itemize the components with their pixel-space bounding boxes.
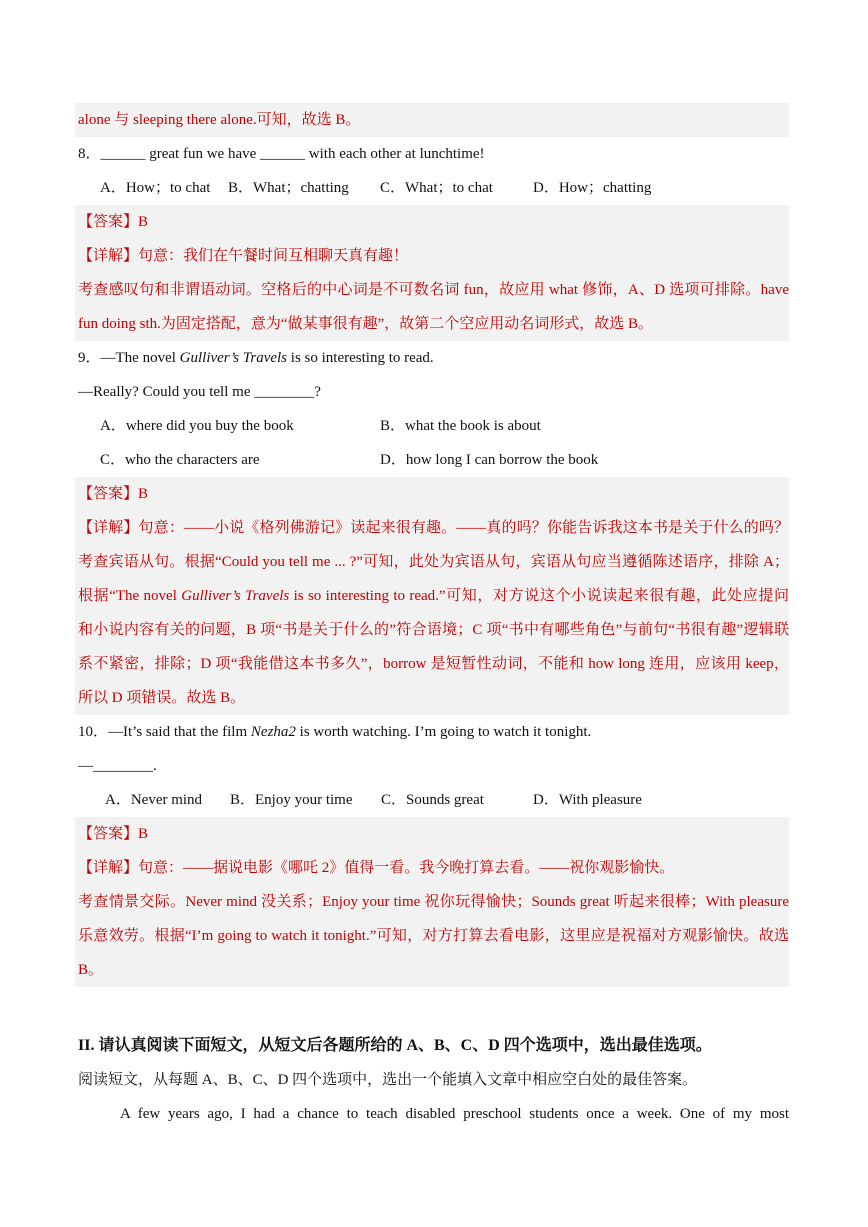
q8-answer: 【答案】B [78, 214, 149, 230]
q10-option-b: B．Enjoy your time [230, 792, 353, 808]
q10-answer-block [75, 817, 789, 987]
q9-analysis-3-pre: 根据“The novel [78, 588, 182, 604]
q9-analysis-3-post: is so interesting to read.”可知，对方说这个小说读起来很有趣，此处应提问 [289, 588, 789, 604]
q9-analysis-3-title: Gulliver’s Travels [181, 588, 290, 604]
q9-analysis-1: 【详解】句意：——小说《格列佛游记》读起来很有趣。——真的吗？你能告诉我这本书是关于什么的吗？ [78, 520, 789, 536]
q10-stem [78, 715, 789, 749]
q8-option-c: C．What；to chat [380, 180, 493, 196]
q9-analysis-5: 系不紧密，排除；D 项“我能借这本书多久”，borrow 是短暂性动词，不能和 how long 连用，应该用 keep， [78, 656, 789, 672]
q8-analysis-3: fun doing sth.为固定搭配，意为“做某事很有趣”，故第二个空应用动名词形式，故选 B。 [78, 316, 653, 332]
q8-option-a: A．How；to chat [100, 180, 211, 196]
section-spacer [78, 987, 789, 1021]
q8-stem: 8．______ great fun we have ______ with each other at lunchtime! [78, 146, 485, 162]
q9-analysis-2: 考查宾语从句。根据“Could you tell me ... ?”可知，此处为宾语从句，宾语从句应当遵循陈述语序，排除 A； [78, 554, 789, 570]
q9-analysis-4: 和小说内容有关的问题，B 项“书是关于什么的”符合语境；C 项“书中有哪些角色”与前句“书很有趣”逻辑联 [78, 622, 789, 638]
q9-analysis-6: 所以 D 项错误。故选 B。 [78, 690, 246, 706]
q9-stem-title: Gulliver’s Travels [179, 350, 288, 366]
q9-options-row2 [78, 443, 789, 477]
prev-question-analysis-tail: alone 与 sleeping there alone.可知，故选 B。 [75, 103, 789, 137]
section-2-title: II. 请认真阅读下面短文，从短文后各题所给的 A、B、C、D 四个选项中，选出最佳选项。 [78, 1037, 712, 1054]
q9-answer: 【答案】B [78, 486, 149, 502]
q9-option-a: A．where did you buy the book [100, 418, 294, 434]
q10-answer: 【答案】B [78, 826, 149, 842]
q9-analysis-3 [78, 579, 789, 613]
q10-analysis-3: 乐意效劳。根据“I’m going to watch it tonight.”可知，对方打算去看电影，这里应是祝福对方观影愉快。故选 [78, 928, 789, 944]
q9-stem [78, 341, 789, 375]
q8-option-d: D．How；chatting [533, 180, 652, 196]
q9-stem-2: —Really? Could you tell me ________? [78, 384, 321, 400]
q10-stem-2: —________. [78, 758, 157, 774]
q9-stem-post: is so interesting to read. [287, 350, 434, 366]
q10-option-c: C．Sounds great [381, 792, 484, 808]
q9-options-row1 [78, 409, 789, 443]
q10-options [78, 783, 789, 817]
q10-analysis-1: 【详解】句意：——据说电影《哪吒 2》值得一看。我今晚打算去看。——祝你观影愉快。 [78, 860, 675, 876]
q10-analysis-2: 考查情景交际。Never mind 没关系；Enjoy your time 祝你玩得愉快；Sounds great 听起来很棒；With pleasure [78, 894, 789, 910]
q9-answer-block [75, 477, 789, 715]
q10-stem-pre: 10．—It’s said that the film [78, 724, 251, 740]
document-page [78, 103, 789, 1131]
q9-stem-pre: 9．—The novel [78, 350, 180, 366]
q8-analysis-1: 【详解】句意：我们在午餐时间互相聊天真有趣！ [78, 248, 409, 264]
q10-analysis-4: B。 [78, 962, 104, 978]
q9-option-b: B．what the book is about [380, 418, 541, 434]
q8-answer-block [75, 205, 789, 341]
q10-stem-post: is worth watching. I’m going to watch it tonight. [295, 724, 592, 740]
q9-option-c: C．who the characters are [100, 452, 260, 468]
q10-option-a: A．Never mind [105, 792, 203, 808]
q10-option-d: D．With pleasure [533, 792, 642, 808]
q8-option-b: B．What；chatting [228, 180, 349, 196]
q10-stem-title: Nezha2 [250, 724, 296, 740]
q9-option-d: D．how long I can borrow the book [380, 452, 599, 468]
q8-analysis-2: 考查感叹句和非谓语动词。空格后的中心词是不可数名词 fun，故应用 what 修饰，A、D 选项可排除。have [78, 282, 789, 298]
q8-options [78, 171, 789, 205]
section-2-instruction: 阅读短文，从每题 A、B、C、D 四个选项中，选出一个能填入文章中相应空白处的最佳答案。 [78, 1072, 698, 1088]
passage-first-line: A few years ago, I had a chance to teach disabled preschool students once a week. One of my most [120, 1106, 789, 1122]
